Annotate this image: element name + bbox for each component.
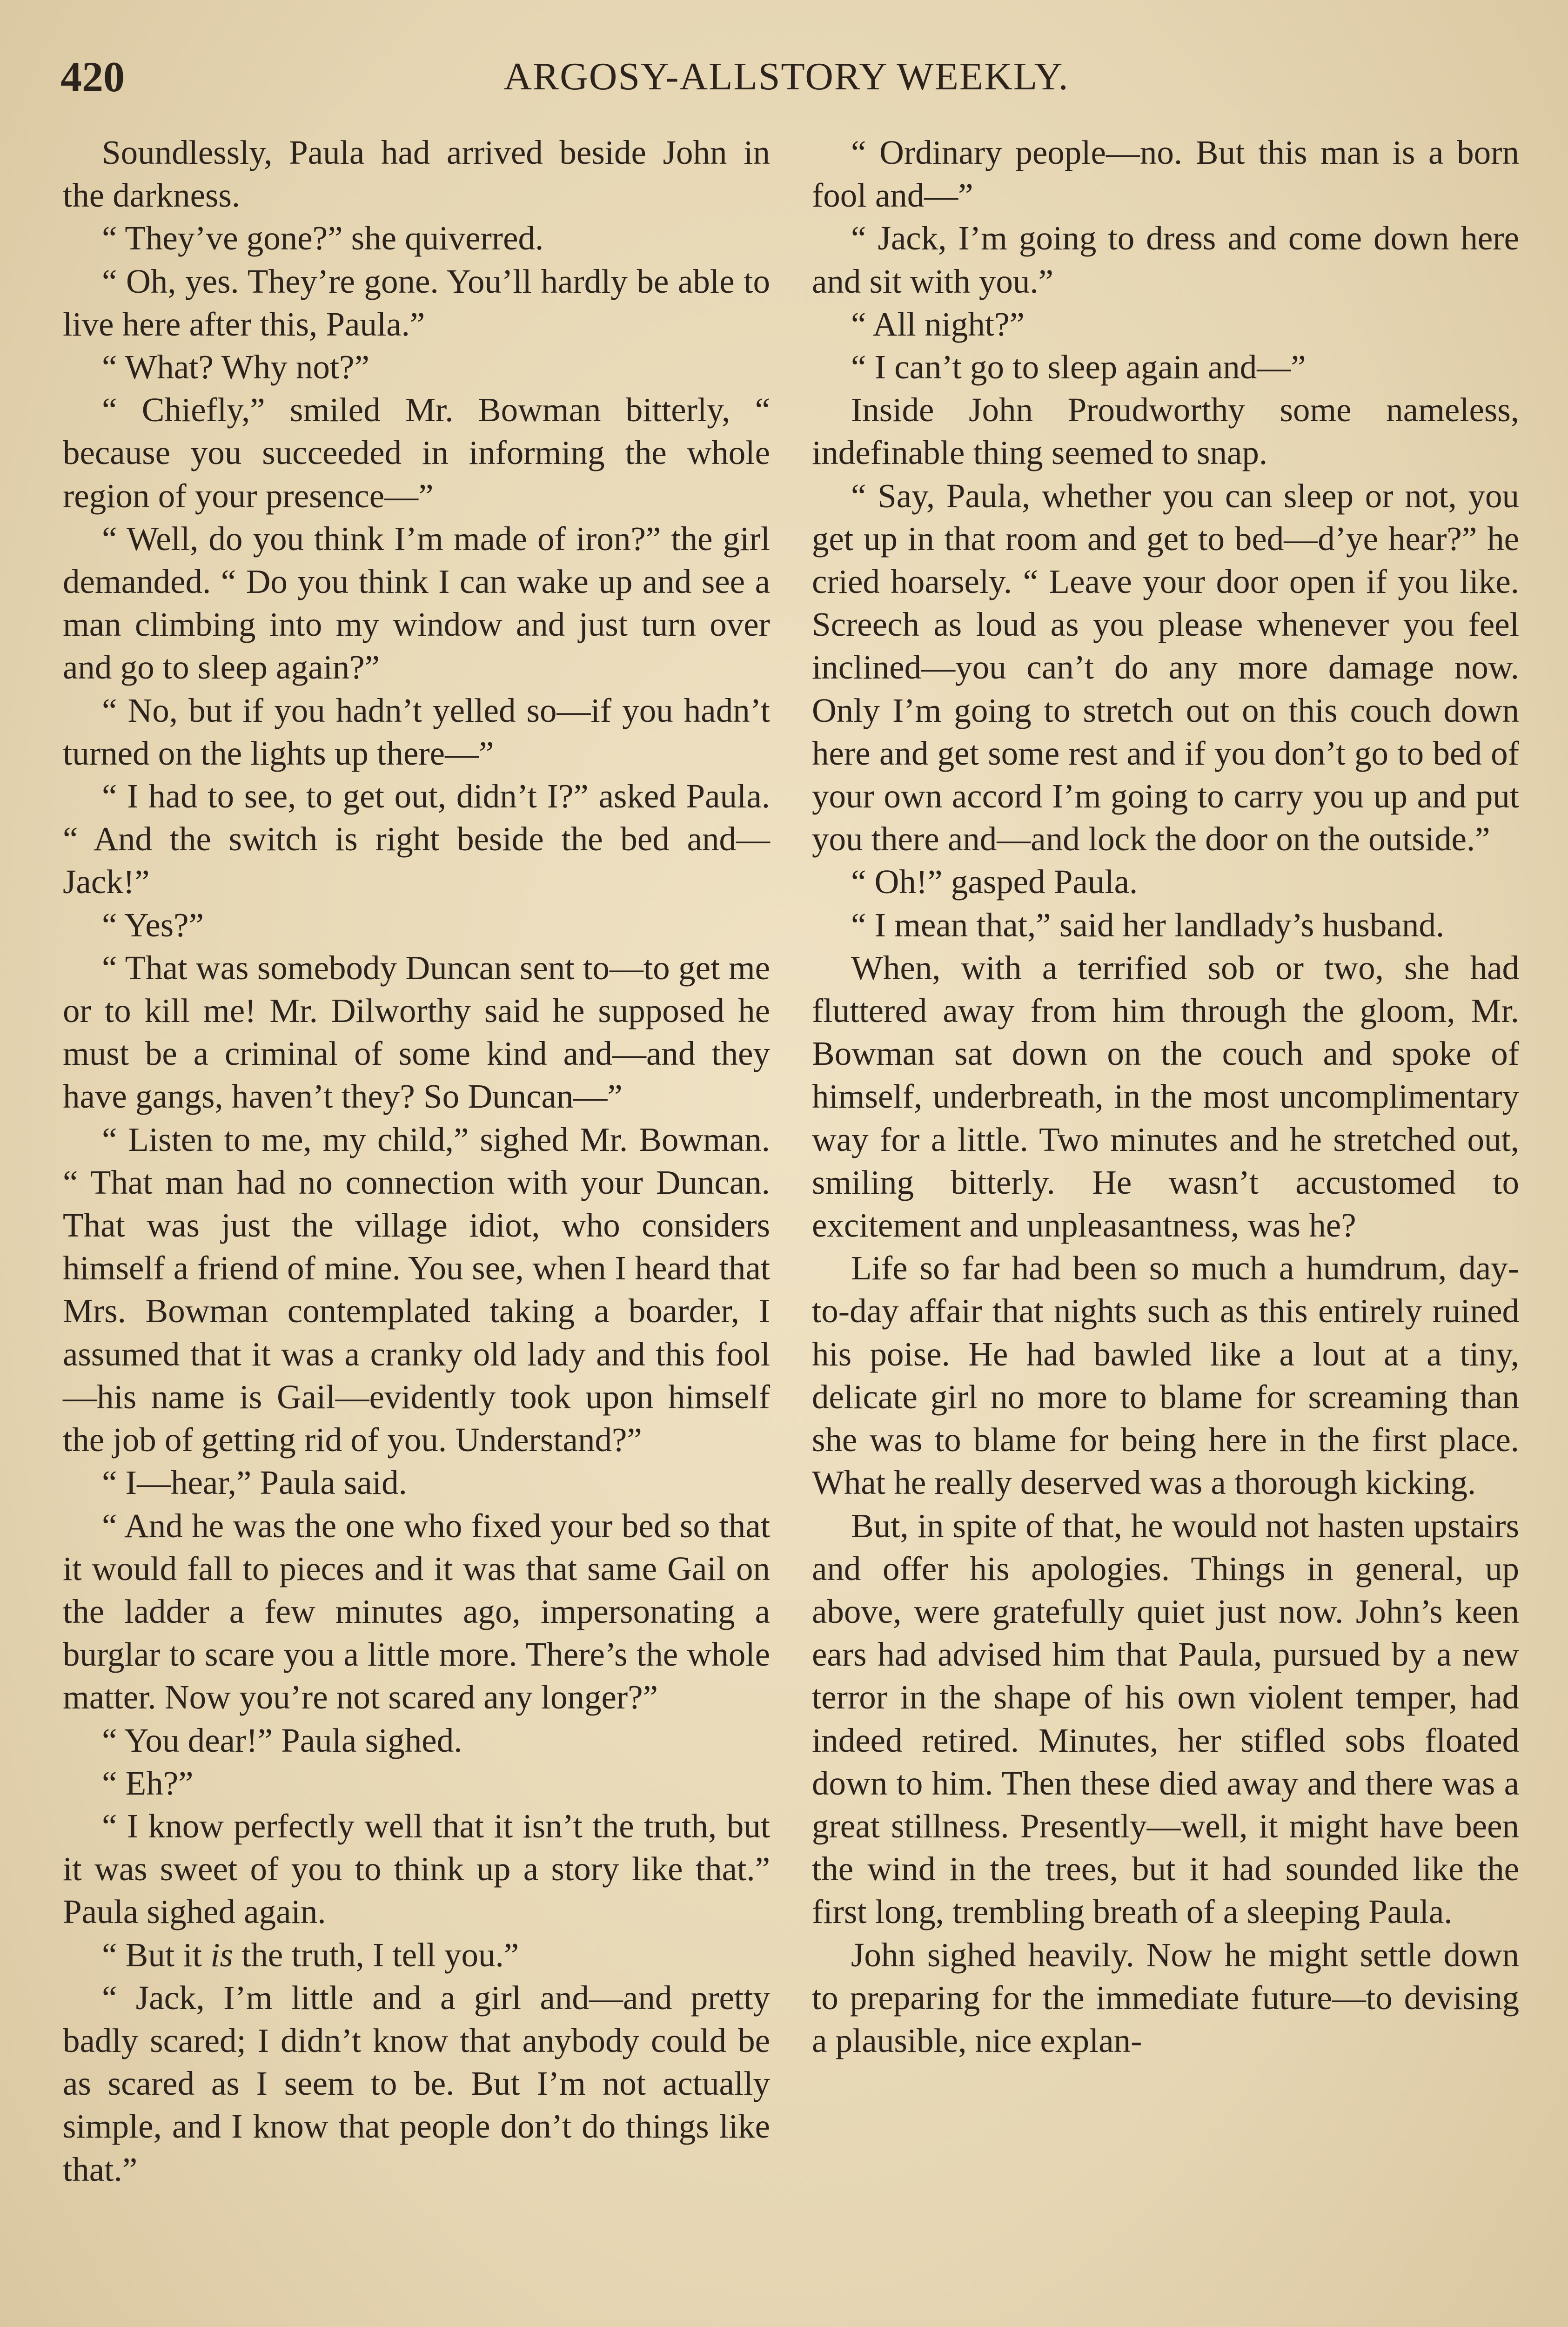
paragraph: “ What? Why not?” — [102, 348, 369, 386]
paragraph: “ They’ve gone?” she quiverred. — [102, 219, 544, 257]
paragraph: “ That was somebody Duncan sent to—to get me or to kill me! Mr. Dilworthy said he supposed he must be a criminal of some kind and—and they have gangs, haven’t they? So Duncan—” — [63, 948, 770, 1116]
paragraph: Inside John Proudworthy some nameless, indefinable thing seemed to snap. — [812, 391, 1519, 472]
italic-emphasis: is — [210, 1936, 233, 1974]
paragraph: “ I can’t go to sleep again and—” — [851, 348, 1306, 386]
paragraph: “ Say, Paula, whether you can sleep or not, you get up in that room and get to bed—d’ye hear?” he cried hoarsely. “ Leave your door open if you like. Screech as loud as you please whenever you feel inclined—you can’t do any more damage now. Only I’m going to stretch out on this couch down here and get some rest and if you don’t go to bed of your own accord I’m going to carry you up and put you there and—and lock the door on the outside.” — [812, 477, 1519, 858]
paragraph: “ I mean that,” said her landlady’s husband. — [851, 906, 1445, 944]
paragraph: “ I had to see, to get out, didn’t I?” asked Paula. “ And the switch is right beside the bed and—Jack!” — [63, 777, 770, 901]
paragraph: “ Eh?” — [102, 1764, 194, 1802]
paragraph: “ Jack, I’m little and a girl and—and pretty badly scared; I didn’t know that anybody could be as scared as I seem to be. But I’m not actually simple, and I know that people don’t do things like that.” — [63, 1978, 770, 2188]
paragraph: “ All night?” — [851, 305, 1025, 343]
text-run: “ But it — [102, 1936, 211, 1974]
paragraph: But, in spite of that, he would not hasten upstairs and offer his apologies. Things in general, up above, were gratefully quiet just now. John’s keen ears had advised him that Paula, pursued by a new terror in the shape of his own violent temper, had indeed retired. Minutes, her stifled sobs floated down to him. Then these died away and there was a great stillness. Presently—well, it might have been the wind in the trees, but it had sounded like the first long, trembling breath of a sleeping Paula. — [812, 1506, 1519, 1931]
paragraph: “ Well, do you think I’m made of iron?” the girl demanded. “ Do you think I can wake up and see a man climbing into my window and just turn over and go to sleep again?” — [63, 519, 770, 686]
right-column — [812, 131, 1519, 2062]
paragraph: Soundlessly, Paula had arrived beside John in the darkness. — [63, 134, 770, 215]
paragraph: “ No, but if you hadn’t yelled so—if you hadn’t turned on the lights up there—” — [63, 691, 770, 772]
paragraph: “ Oh, yes. They’re gone. You’ll hardly be able to live here after this, Paula.” — [63, 262, 770, 343]
page-number: 420 — [60, 53, 125, 101]
paragraph: John sighed heavily. Now he might settle down to preparing for the immediate future—to devising a plausible, nice explan- — [812, 1936, 1519, 2059]
paragraph: When, with a terrified sob or two, she had fluttered away from him through the gloom, Mr. Bowman sat down on the couch and spoke of himself, underbreath, in the most uncomplimentary way for a little. Two minutes and he stretched out, smiling bitterly. He wasn’t accustomed to excitement and unpleasantness, was he? — [812, 948, 1519, 1244]
paragraph: “ Jack, I’m going to dress and come down here and sit with you.” — [812, 219, 1519, 300]
left-column — [63, 131, 770, 2191]
paragraph: “ I know perfectly well that it isn’t the truth, but it was sweet of you to think up a story like that.” Paula sighed again. — [63, 1807, 770, 1931]
paragraph: “ I—hear,” Paula said. — [102, 1464, 407, 1502]
paragraph: “ Oh!” gasped Paula. — [851, 863, 1138, 901]
paragraph: “ You dear!” Paula sighed. — [102, 1721, 462, 1759]
paragraph: Life so far had been so much a humdrum, day-to-day affair that nights such as this entirely ruined his poise. He had bawled like a lout at a tiny, delicate girl no more to blame for screaming than she was to blame for being here in the first place. What he really deserved was a thorough kicking. — [812, 1249, 1519, 1502]
paragraph — [63, 1934, 770, 1977]
paragraph: “ Ordinary people—no. But this man is a born fool and—” — [812, 134, 1519, 215]
page-header — [60, 49, 1512, 105]
paragraph: “ Chiefly,” smiled Mr. Bowman bitterly, “ because you succeeded in informing the whole region of your presence—” — [63, 391, 770, 515]
running-head: ARGOSY-ALLSTORY WEEKLY. — [503, 55, 1069, 98]
paragraph: “ Yes?” — [102, 906, 204, 944]
paragraph: “ And he was the one who fixed your bed so that it would fall to pieces and it was that same Gail on the ladder a few minutes ago, impersonating a burglar to scare you a little more. There’s the whole matter. Now you’re not scared any longer?” — [63, 1506, 770, 1716]
text-run: the truth, I tell you.” — [233, 1936, 519, 1974]
paragraph: “ Listen to me, my child,” sighed Mr. Bowman. “ That man had no connection with your Duncan. That was just the village idiot, who considers himself a friend of mine. You see, when I heard that Mrs. Bowman contemplated taking a boarder, I assumed that it was a cranky old lady and this fool—his name is Gail—evidently took upon himself the job of getting rid of you. Understand?” — [63, 1120, 770, 1459]
